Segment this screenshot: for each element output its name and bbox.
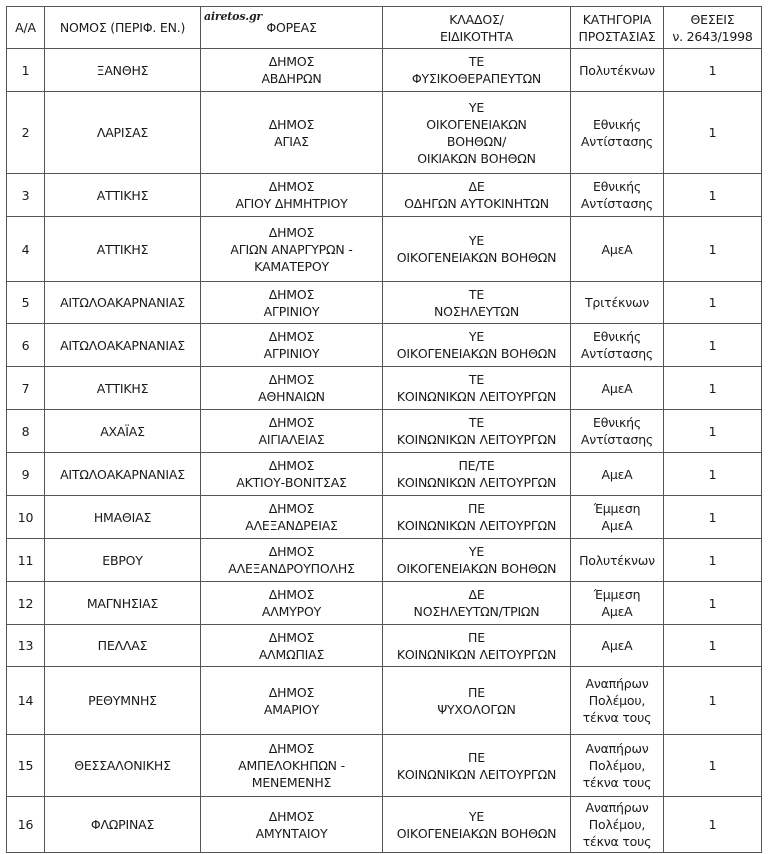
- cell-katigoria: [571, 453, 664, 496]
- cell-katigoria-line: ΑμεΑ: [601, 518, 633, 533]
- cell-klados-line: ΔΕ: [468, 179, 485, 194]
- cell-katigoria: [571, 217, 664, 282]
- cell-foreas: [201, 282, 383, 324]
- cell-katigoria: [571, 625, 664, 667]
- cell-theseis: 1: [664, 367, 762, 410]
- cell-klados-line: ΚΟΙΝΩΝΙΚΩΝ ΛΕΙΤΟΥΡΓΩΝ: [396, 389, 557, 404]
- watermark-airetos: airetos.gr: [204, 10, 263, 23]
- cell-katigoria-line: ΑμεΑ: [601, 604, 633, 619]
- cell-aa: 16: [7, 797, 45, 853]
- cell-aa: 8: [7, 410, 45, 453]
- header-theseis-line2: ν. 2643/1998: [672, 28, 753, 44]
- header-katigoria-line1: ΚΑΤΗΓΟΡΙΑ: [582, 11, 652, 27]
- cell-klados: [383, 582, 571, 625]
- cell-foreas: [201, 625, 383, 667]
- cell-foreas-line: ΔΗΜΟΣ: [268, 286, 315, 302]
- cell-aa: 15: [7, 735, 45, 797]
- cell-foreas: [201, 410, 383, 453]
- cell-katigoria: [571, 582, 664, 625]
- table-row: [7, 324, 762, 367]
- cell-foreas-line: ΑΜΥΝΤΑΙΟΥ: [255, 825, 328, 841]
- cell-foreas-line: ΔΗΜΟΣ: [268, 329, 315, 344]
- cell-foreas-line: ΑΘΗΝΑΙΩΝ: [258, 389, 325, 404]
- cell-klados-line: ΥΕ: [468, 233, 485, 248]
- cell-foreas-line: ΔΗΜΟΣ: [268, 54, 315, 69]
- cell-theseis: 1: [664, 735, 762, 797]
- cell-katigoria-line: τέκνα τους: [582, 710, 652, 725]
- cell-katigoria-line: Πολέμου,: [588, 817, 646, 832]
- cell-theseis: 1: [664, 797, 762, 853]
- cell-foreas-line: ΔΗΜΟΣ: [268, 808, 315, 824]
- cell-klados-line: ΚΟΙΝΩΝΙΚΩΝ ΛΕΙΤΟΥΡΓΩΝ: [396, 518, 557, 533]
- cell-foreas-line: ΑΓΡΙΝΙΟΥ: [263, 346, 320, 361]
- header-nomos: ΝΟΜΟΣ (ΠΕΡΙΦ. ΕΝ.): [45, 7, 201, 49]
- cell-foreas-line: ΑΓΡΙΝΙΟΥ: [263, 303, 320, 319]
- cell-katigoria-line: Αναπήρων: [585, 800, 649, 815]
- cell-theseis: 1: [664, 324, 762, 367]
- header-foreas-label: ΦΟΡΕΑΣ: [266, 20, 317, 35]
- cell-klados-line: ΒΟΗΘΩΝ/: [446, 133, 507, 149]
- table-row: [7, 282, 762, 324]
- cell-klados-line: ΚΟΙΝΩΝΙΚΩΝ ΛΕΙΤΟΥΡΓΩΝ: [396, 432, 557, 447]
- cell-theseis: 1: [664, 217, 762, 282]
- cell-foreas-line: ΔΗΜΟΣ: [268, 116, 315, 132]
- cell-foreas-line: ΑΓΙΩΝ ΑΝΑΡΓΥΡΩΝ -: [230, 241, 353, 257]
- cell-foreas-line: ΔΗΜΟΣ: [268, 224, 315, 240]
- cell-klados: [383, 282, 571, 324]
- cell-nomos: ΑΤΤΙΚΗΣ: [45, 367, 201, 410]
- cell-klados-line: ΔΕ: [468, 587, 485, 602]
- cell-klados: [383, 324, 571, 367]
- cell-aa: 12: [7, 582, 45, 625]
- cell-aa: 5: [7, 282, 45, 324]
- cell-klados-line: ΝΟΣΗΛΕΥΤΩΝ/ΤΡΙΩΝ: [413, 604, 540, 619]
- cell-foreas: [201, 217, 383, 282]
- cell-katigoria-line: Πολυτέκνων: [579, 62, 655, 78]
- cell-nomos: ΑΙΤΩΛΟΑΚΑΡΝΑΝΙΑΣ: [45, 282, 201, 324]
- cell-foreas: [201, 735, 383, 797]
- cell-katigoria-line: Εθνικής: [593, 415, 641, 430]
- cell-katigoria: [571, 282, 664, 324]
- cell-aa: 11: [7, 539, 45, 582]
- cell-theseis: 1: [664, 410, 762, 453]
- cell-foreas-line: ΔΗΜΟΣ: [268, 544, 315, 559]
- cell-klados: [383, 625, 571, 667]
- cell-foreas-line: ΔΗΜΟΣ: [268, 179, 315, 194]
- cell-foreas: [201, 174, 383, 217]
- cell-klados: [383, 797, 571, 853]
- cell-foreas: [201, 324, 383, 367]
- cell-aa: 1: [7, 49, 45, 92]
- cell-foreas-line: ΔΗΜΟΣ: [268, 684, 315, 700]
- cell-nomos: ΦΛΩΡΙΝΑΣ: [45, 797, 201, 853]
- cell-klados-line: ΥΕ: [468, 808, 485, 824]
- table-row: [7, 92, 762, 174]
- cell-foreas: [201, 797, 383, 853]
- table-body: [7, 49, 762, 853]
- cell-katigoria-line: Αναπήρων: [585, 676, 649, 691]
- cell-aa: 10: [7, 496, 45, 539]
- cell-klados-line: ΤΕ: [468, 54, 485, 69]
- cell-foreas: [201, 92, 383, 174]
- cell-klados: [383, 667, 571, 735]
- cell-foreas-line: ΑΓΙΟΥ ΔΗΜΗΤΡΙΟΥ: [235, 196, 348, 211]
- cell-katigoria-line: Έμμεση: [593, 587, 641, 602]
- cell-klados-line: ΟΙΚΟΓΕΝΕΙΑΚΩΝ ΒΟΗΘΩΝ: [396, 346, 557, 361]
- cell-theseis: 1: [664, 496, 762, 539]
- cell-klados: [383, 539, 571, 582]
- header-foreas: [201, 7, 383, 49]
- cell-foreas: [201, 667, 383, 735]
- cell-klados: [383, 367, 571, 410]
- cell-klados-line: ΠΕ: [468, 501, 485, 516]
- cell-theseis: 1: [664, 49, 762, 92]
- cell-klados-line: ΥΕ: [468, 99, 485, 115]
- cell-katigoria-line: Εθνικής: [593, 329, 641, 344]
- table-row: [7, 539, 762, 582]
- cell-katigoria: [571, 49, 664, 92]
- cell-foreas-line: ΔΗΜΟΣ: [268, 372, 315, 387]
- cell-foreas-line: ΔΗΜΟΣ: [268, 415, 315, 430]
- cell-foreas: [201, 453, 383, 496]
- cell-klados-line: ΝΟΣΗΛΕΥΤΩΝ: [433, 303, 520, 319]
- cell-katigoria-line: Αντίστασης: [580, 196, 654, 211]
- cell-aa: 2: [7, 92, 45, 174]
- cell-foreas-line: ΑΛΕΞΑΝΔΡΟΥΠΟΛΗΣ: [228, 561, 355, 576]
- header-aa: Α/Α: [7, 7, 45, 49]
- table-row: [7, 625, 762, 667]
- cell-nomos: ΑΙΤΩΛΟΑΚΑΡΝΑΝΙΑΣ: [45, 453, 201, 496]
- cell-katigoria: [571, 410, 664, 453]
- cell-klados: [383, 217, 571, 282]
- cell-katigoria-line: Αντίστασης: [580, 133, 654, 149]
- cell-foreas: [201, 49, 383, 92]
- cell-klados-line: ΟΙΚΟΓΕΝΕΙΑΚΩΝ ΒΟΗΘΩΝ: [396, 250, 557, 265]
- cell-katigoria: [571, 496, 664, 539]
- cell-foreas-line: ΑΙΓΙΑΛΕΙΑΣ: [258, 432, 325, 447]
- cell-aa: 7: [7, 367, 45, 410]
- cell-aa: 6: [7, 324, 45, 367]
- cell-katigoria-line: Τριτέκνων: [584, 295, 650, 310]
- cell-katigoria: [571, 735, 664, 797]
- cell-katigoria-line: ΑμεΑ: [601, 466, 633, 482]
- cell-klados-line: ΠΕ: [468, 684, 485, 700]
- table-header-row: [7, 7, 762, 49]
- cell-foreas: [201, 539, 383, 582]
- header-klados-line1: ΚΛΑΔΟΣ/: [449, 11, 504, 27]
- cell-klados-line: ΟΙΚΟΓΕΝΕΙΑΚΩΝ ΒΟΗΘΩΝ: [396, 825, 557, 841]
- cell-katigoria-line: Πολέμου,: [588, 693, 646, 708]
- cell-foreas-line: ΔΗΜΟΣ: [268, 629, 315, 645]
- cell-nomos: ΑΤΤΙΚΗΣ: [45, 217, 201, 282]
- cell-katigoria: [571, 92, 664, 174]
- cell-katigoria: [571, 667, 664, 735]
- cell-klados: [383, 174, 571, 217]
- cell-katigoria-line: ΑμεΑ: [601, 380, 633, 396]
- cell-foreas-line: ΑΚΤΙΟΥ-ΒΟΝΙΤΣΑΣ: [236, 475, 347, 490]
- cell-foreas-line: ΔΗΜΟΣ: [268, 501, 315, 516]
- cell-theseis: 1: [664, 625, 762, 667]
- cell-katigoria: [571, 539, 664, 582]
- cell-nomos: ΑΧΑΪΑΣ: [45, 410, 201, 453]
- cell-klados-line: ΠΕ: [468, 629, 485, 645]
- cell-foreas-line: ΜΕΝΕΜΕΝΗΣ: [251, 775, 332, 790]
- table-row: [7, 667, 762, 735]
- cell-nomos: ΜΑΓΝΗΣΙΑΣ: [45, 582, 201, 625]
- cell-katigoria-line: Έμμεση: [593, 501, 641, 516]
- cell-aa: 3: [7, 174, 45, 217]
- cell-klados-line: ΚΟΙΝΩΝΙΚΩΝ ΛΕΙΤΟΥΡΓΩΝ: [396, 475, 557, 490]
- cell-theseis: 1: [664, 582, 762, 625]
- cell-foreas-line: ΑΛΜΩΠΙΑΣ: [258, 646, 325, 662]
- cell-foreas-line: ΔΗΜΟΣ: [268, 741, 315, 756]
- cell-foreas-line: ΑΜΠΕΛΟΚΗΠΩΝ -: [238, 758, 345, 773]
- cell-nomos: ΘΕΣΣΑΛΟΝΙΚΗΣ: [45, 735, 201, 797]
- cell-klados-line: ΟΙΚΟΓΕΝΕΙΑΚΩΝ: [426, 116, 527, 132]
- cell-nomos: ΗΜΑΘΙΑΣ: [45, 496, 201, 539]
- cell-klados: [383, 496, 571, 539]
- cell-foreas: [201, 367, 383, 410]
- cell-klados-line: ΥΕ: [468, 544, 485, 559]
- header-katigoria: [571, 7, 664, 49]
- table-row: [7, 797, 762, 853]
- cell-klados-line: ΠΕ: [468, 749, 485, 765]
- cell-klados-line: ΟΙΚΟΓΕΝΕΙΑΚΩΝ ΒΟΗΘΩΝ: [396, 561, 557, 576]
- cell-foreas-line: ΑΒΔΗΡΩΝ: [261, 71, 322, 86]
- table-row: [7, 410, 762, 453]
- cell-katigoria-line: Εθνικής: [593, 179, 641, 194]
- cell-klados: [383, 410, 571, 453]
- cell-theseis: 1: [664, 92, 762, 174]
- header-theseis-line1: ΘΕΣΕΙΣ: [690, 11, 735, 27]
- cell-katigoria-line: Πολυτέκνων: [579, 552, 655, 568]
- cell-klados-line: ΨΥΧΟΛΟΓΩΝ: [437, 701, 516, 717]
- cell-theseis: 1: [664, 453, 762, 496]
- cell-foreas-line: ΔΗΜΟΣ: [268, 458, 315, 473]
- cell-foreas-line: ΑΜΑΡΙΟΥ: [263, 701, 320, 717]
- cell-klados-line: ΥΕ: [468, 329, 485, 344]
- cell-foreas-line: ΑΓΙΑΣ: [274, 133, 309, 149]
- cell-klados-line: ΤΕ: [468, 286, 485, 302]
- cell-katigoria-line: ΑμεΑ: [601, 241, 633, 257]
- header-theseis: [664, 7, 762, 49]
- cell-klados-line: ΟΙΚΙΑΚΩΝ ΒΟΗΘΩΝ: [417, 150, 536, 166]
- table-row: [7, 217, 762, 282]
- cell-theseis: 1: [664, 539, 762, 582]
- cell-foreas-line: ΑΛΕΞΑΝΔΡΕΙΑΣ: [245, 518, 338, 533]
- cell-klados-line: ΦΥΣΙΚΟΘΕΡΑΠΕΥΤΩΝ: [411, 71, 542, 86]
- cell-katigoria: [571, 797, 664, 853]
- cell-klados-line: ΚΟΙΝΩΝΙΚΩΝ ΛΕΙΤΟΥΡΓΩΝ: [396, 766, 557, 782]
- cell-katigoria: [571, 367, 664, 410]
- header-katigoria-line2: ΠΡΟΣΤΑΣΙΑΣ: [578, 28, 656, 44]
- cell-klados-line: ΤΕ: [468, 415, 485, 430]
- cell-aa: 13: [7, 625, 45, 667]
- cell-foreas-line: ΚΑΜΑΤΕΡΟΥ: [254, 258, 329, 274]
- cell-aa: 4: [7, 217, 45, 282]
- cell-klados: [383, 49, 571, 92]
- cell-katigoria-line: Αναπήρων: [585, 741, 649, 756]
- cell-nomos: ΛΑΡΙΣΑΣ: [45, 92, 201, 174]
- cell-katigoria-line: τέκνα τους: [582, 834, 652, 849]
- cell-klados: [383, 453, 571, 496]
- table-row: [7, 174, 762, 217]
- header-klados: [383, 7, 571, 49]
- cell-katigoria: [571, 174, 664, 217]
- cell-foreas-line: ΔΗΜΟΣ: [268, 587, 315, 602]
- header-klados-line2: ΕΙΔΙΚΟΤΗΤΑ: [439, 28, 514, 44]
- cell-katigoria-line: ΑμεΑ: [601, 638, 633, 653]
- cell-klados: [383, 92, 571, 174]
- cell-klados-line: ΠΕ/ΤΕ: [458, 458, 495, 473]
- table-row: [7, 582, 762, 625]
- cell-nomos: ΑΙΤΩΛΟΑΚΑΡΝΑΝΙΑΣ: [45, 324, 201, 367]
- cell-theseis: 1: [664, 174, 762, 217]
- table-row: [7, 735, 762, 797]
- cell-klados: [383, 735, 571, 797]
- table-row: [7, 496, 762, 539]
- cell-nomos: ΞΑΝΘΗΣ: [45, 49, 201, 92]
- table-row: [7, 49, 762, 92]
- cell-katigoria-line: Αντίστασης: [580, 432, 654, 447]
- cell-aa: 14: [7, 667, 45, 735]
- cell-foreas: [201, 496, 383, 539]
- table-row: [7, 453, 762, 496]
- cell-katigoria-line: Αντίστασης: [580, 346, 654, 361]
- cell-theseis: 1: [664, 667, 762, 735]
- cell-klados-line: ΤΕ: [468, 372, 485, 387]
- cell-theseis: 1: [664, 282, 762, 324]
- cell-katigoria-line: Εθνικής: [593, 116, 641, 132]
- cell-nomos: ΠΕΛΛΑΣ: [45, 625, 201, 667]
- table-row: [7, 367, 762, 410]
- cell-foreas: [201, 582, 383, 625]
- cell-nomos: ΑΤΤΙΚΗΣ: [45, 174, 201, 217]
- cell-klados-line: ΚΟΙΝΩΝΙΚΩΝ ΛΕΙΤΟΥΡΓΩΝ: [396, 646, 557, 662]
- cell-aa: 9: [7, 453, 45, 496]
- cell-nomos: ΡΕΘΥΜΝΗΣ: [45, 667, 201, 735]
- cell-katigoria-line: Πολέμου,: [588, 758, 646, 773]
- cell-nomos: ΕΒΡΟΥ: [45, 539, 201, 582]
- positions-table: [6, 6, 762, 853]
- cell-foreas-line: ΑΛΜΥΡΟΥ: [261, 604, 322, 619]
- cell-klados-line: ΟΔΗΓΩΝ ΑΥΤΟΚΙΝΗΤΩΝ: [404, 196, 549, 211]
- cell-katigoria-line: τέκνα τους: [582, 775, 652, 790]
- cell-katigoria: [571, 324, 664, 367]
